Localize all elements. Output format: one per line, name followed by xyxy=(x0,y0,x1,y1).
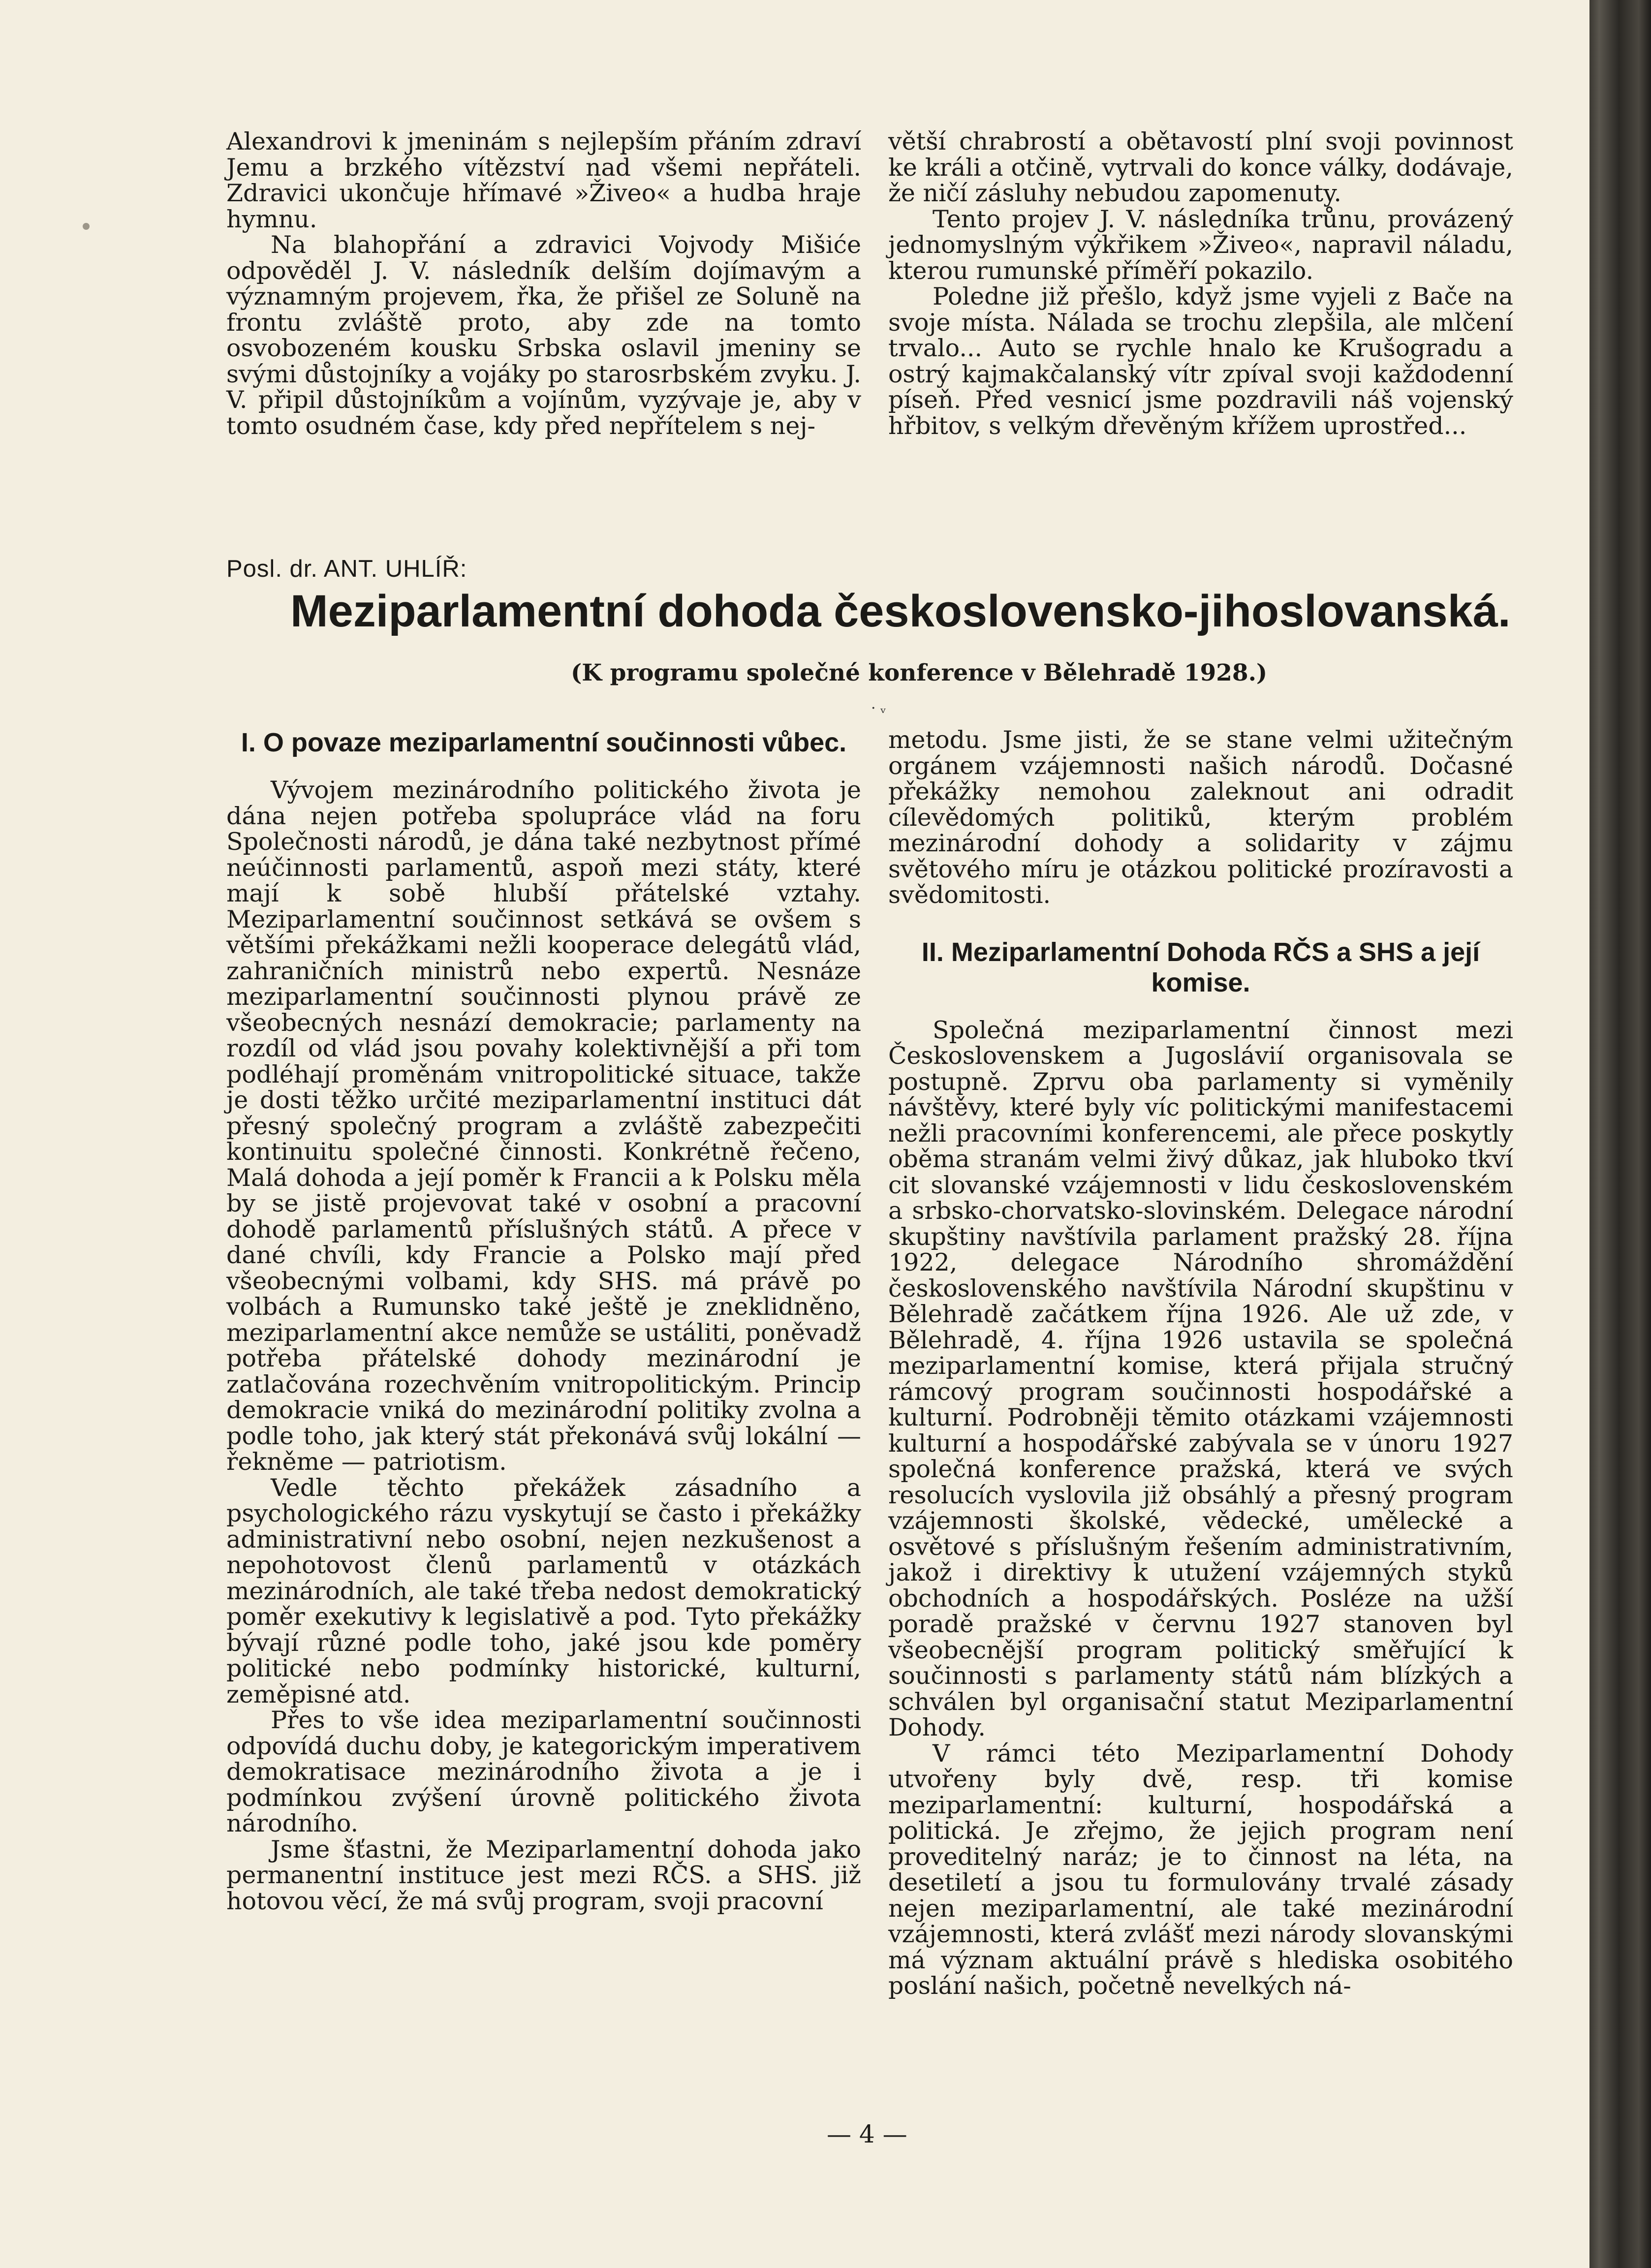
continued-text-left xyxy=(226,129,861,439)
paragraph: Tento projev J. V. následníka trůnu, provázený jednomyslným výkřikem »Živeo«, napravil náladu, kterou rumunské příměří pokazilo. xyxy=(888,205,1513,285)
paragraph: Poledne již přešlo, když jsme vyjeli z Bače na svoje místa. Nálada se trochu zlepšila, ale mlčení trvalo... Auto se rychle hnalo ke Krušogradu a ostrý kajmakčalanský vítr zpíval svoji každodenní píseň. Před vesnicí jsme pozdravili náš vojenský hřbitov, s velkým dřevěným křížem uprostřed... xyxy=(888,282,1513,440)
print-mark: · ᵥ xyxy=(871,700,886,717)
article-column-right xyxy=(888,727,1513,1999)
paragraph: Přes to vše idea meziparlamentní součinnosti odpovídá duchu doby, je kategorickým imperativem demokratisace mezinárodního života a je i podmínkou zvýšení úrovně politického života národního. xyxy=(226,1706,861,1837)
ink-spot xyxy=(83,223,90,230)
article-subtitle: (K programu společné konference v Bělehradě 1928.) xyxy=(571,659,1268,686)
paragraph: V rámci této Meziparlamentní Dohody utvořeny byly dvě, resp. tři komise meziparlamentní: kulturní, hospodářská a politická. Je zřejmo, že jejich program není proveditelný naráz; je to činnost na léta, na desetiletí a jsou tu formulovány trvalé zásady nejen meziparlamentní, ale také mezinárodní vzájemnosti, která zvlášť mezi národy slovanskými má význam aktuální právě s hlediska osobitého poslání našich, početně nevelkých ná- xyxy=(888,1739,1513,2000)
paragraph: metodu. Jsme jisti, že se stane velmi užitečným orgánem vzájemnosti našich národů. Dočasné překážky nemohou zaleknout ani odradit cílevědomých politiků, kterým problém mezinárodní dohody a solidarity v zájmu světového míru je otázkou politické prozíravosti a svědomitosti. xyxy=(888,726,1513,909)
paragraph: Vedle těchto překážek zásadního a psychologického rázu vyskytují se často i překážky administrativní nebo osobní, nejen nezkušenost a nepohotovost členů parlamentů v otázkách mezinárodních, ale také třeba nedost demokratický poměr exekutivy k legislativě a pod. Tyto překážky bývají různé podle toho, jaké jsou kde poměry politické nebo podmínky historické, kulturní, zeměpisné atd. xyxy=(226,1473,861,1709)
binding-edge xyxy=(1589,0,1651,2268)
continued-text-right xyxy=(888,129,1513,439)
article-column-left xyxy=(226,727,861,1914)
paragraph: Jsme šťastni, že Meziparlamentní dohoda jako permanentní instituce jest mezi RČS. a SHS. již hotovou věcí, že má svůj program, svoji pracovní xyxy=(226,1835,861,1915)
section-2-heading: II. Meziparlamentní Dohoda RČS a SHS a její komise. xyxy=(921,937,1480,997)
paragraph: Vývojem mezinárodního politického života je dána nejen potřeba spolupráce vlád na foru Společnosti národů, je dána také nezbytnost přímé neúčinnosti parlamentů, aspoň mezi státy, které mají k sobě hlubší přátelské vztahy. Meziparlamentní součinnost setkává se ovšem s většími překážkami nežli kooperace delegátů vlád, zahraničních ministrů nebo expertů. Nesnáze meziparlamentní součinnosti plynou právě ze všeobecných nesnází demokracie; parlamenty na rozdíl od vlád jsou povahy kolektivnější a při tom podléhají proměnám vnitropolitické situace, takže je dosti těžko určité meziparlamentní instituci dát přesný společný program a zvláště zabezpečiti kontinuitu společné činnosti. Konkrétně řečeno, Malá dohoda a její poměr k Francii a k Polsku měla by se jistě projevovat také v osobní a pracovní dohodě parlamentů příslušných států. A přece v dané chvíli, kdy Francie a Polsko mají před všeobecnými volbami, kdy SHS. má právě po volbách a Rumunsko také ještě je zneklidněno, meziparlamentní akce nemůže se ustáliti, poněvadž potřeba přátelské dohody mezinárodní je zatlačována rozechvěním vnitropolitickým. Princip demokracie vniká do mezinárodní politiky zvolna a podle toho, jak který stát překonává svůj lokální — řekněme — patriotism. xyxy=(226,776,861,1476)
paragraph: Alexandrovi k jmeninám s nejlepším přáním zdraví Jemu a brzkého vítězství nad všemi nepřáteli. Zdravici ukončuje hřímavé »Živeo« a hudba hraje hymnu. xyxy=(226,127,861,233)
paragraph: Společná meziparlamentní činnost mezi Československem a Jugoslávií organisovala se postupně. Zprvu oba parlamenty si vyměnily návštěvy, které byly víc politickými manifestacemi nežli pracovními konferencemi, ale přece poskytly oběma stranám velmi živý důkaz, jak hluboko tkví cit slovanské vzájemnosti v lidu československém a srbsko-chorvatsko-slovinském. Delegace národní skupštiny navštívila parlament pražský 28. října 1922, delegace Národního shromáždění československého navštívila Národní skupštinu v Bělehradě začátkem října 1926. Ale už zde, v Bělehradě, 4. října 1926 ustavila se společná meziparlamentní komise, která přijala stručný rámcový program součinnosti hospodářské a kulturní. Podrobněji těmito otázkami vzájemnosti kulturní a hospodářské zabývala se v únoru 1927 společná konference pražská, která ve svých resolucích vyslovila již obsáhlý a přesný program vzájemnosti školské, vědecké, umělecké a osvětové s příslušným řešením administrativním, jakož i direktivy k utužení vzájemných styků obchodních a hospodářských. Posléze na užší poradě pražské v červnu 1927 stanoven byl všeobecnější program politický směřující k součinnosti s parlamenty států nám blízkých a schválen byl organisační statut Meziparlamentní Dohody. xyxy=(888,1016,1513,1741)
section-1-heading: I. O povaze meziparlamentní součinnosti vůbec. xyxy=(241,728,847,757)
article-title: Meziparlamentní dohoda československo-jihoslovanská. xyxy=(290,586,1511,636)
paragraph: větší chrabrostí a obětavostí plní svoji povinnost ke králi a otčině, vytrvali do konce války, dodávaje, že ničí zásluhy nebudou zapomenuty. xyxy=(888,127,1513,207)
page-number: — 4 — xyxy=(827,2120,907,2148)
article-byline: Posl. dr. ANT. UHLÍŘ: xyxy=(226,556,467,582)
paragraph: Na blahopřání a zdravici Vojvody Mišiće odpověděl J. V. následník delším dojímavým a významným projevem, řka, že přišel ze Soluně na frontu zvláště proto, aby zde na tomto osvobozeném kousku Srbska oslavil jmeniny se svými důstojníky a vojáky po starosrbském zvyku. J. V. připil důstojníkům a vojínům, vyzývaje je, aby v tomto osudném čase, kdy před nepřítelem s nej- xyxy=(226,231,861,440)
